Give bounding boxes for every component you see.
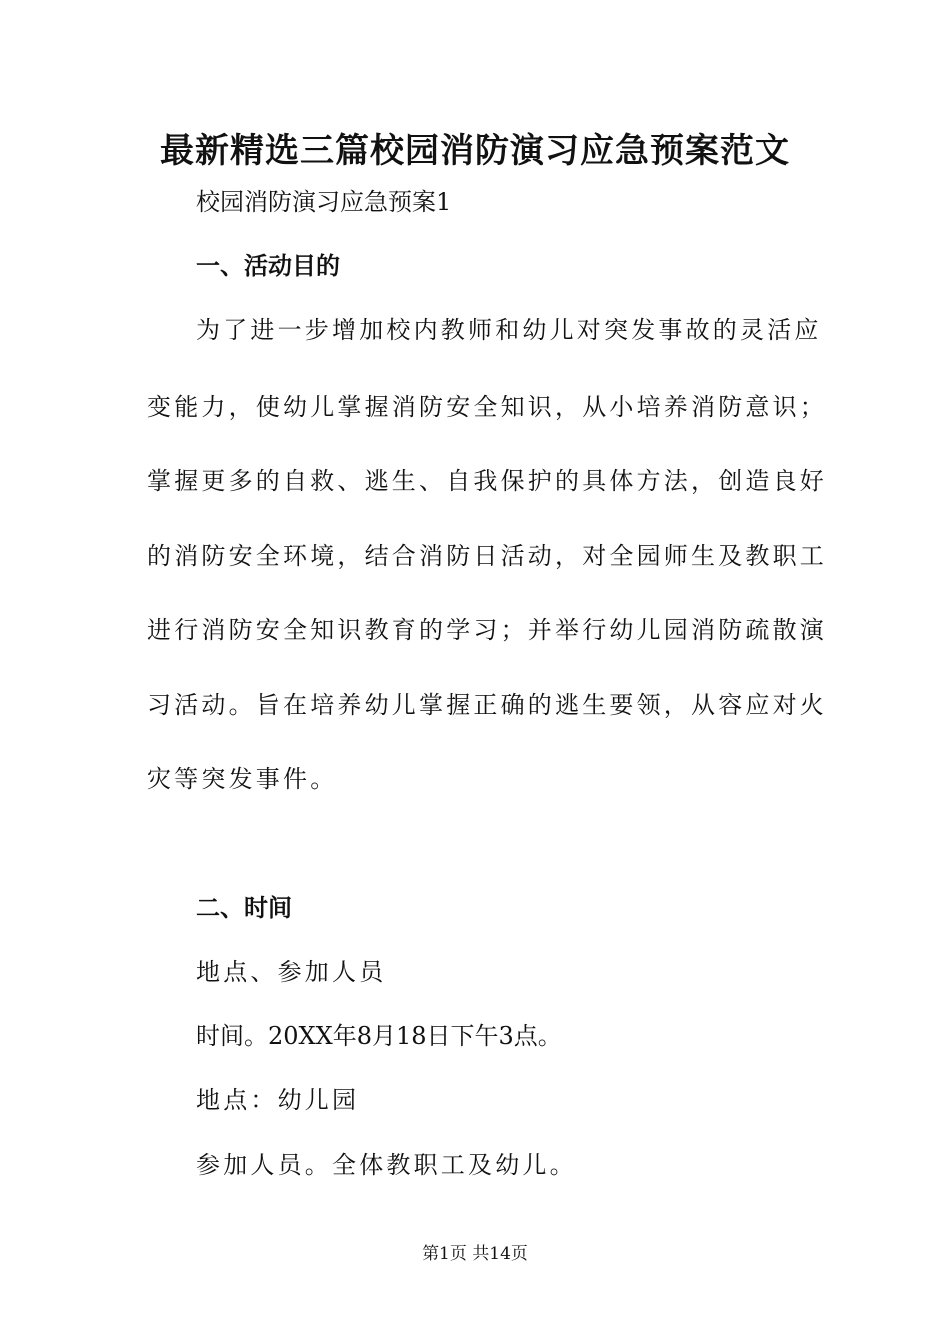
section2-item-3: 地点：幼儿园 [196,1086,360,1114]
section1-line-5: 进行消防安全知识教育的学习；并举行幼儿园消防疏散演 [147,616,827,644]
section1-line-3: 掌握更多的自救、逃生、自我保护的具体方法，创造良好 [147,467,827,495]
section1-line-7: 灾等突发事件。 [147,765,338,793]
document-title: 最新精选三篇校园消防演习应急预案范文 [160,131,790,171]
section2-item-2: 时间。20XX年8月18日下午3点。 [196,1022,562,1050]
page-number-footer: 第1页 共14页 [422,1244,528,1264]
section1-line-1: 为了进一步增加校内教师和幼儿对突发事故的灵活应 [196,316,822,344]
section2-item-1: 地点、参加人员 [196,958,387,986]
section2-heading: 二、时间 [196,894,292,922]
section1-heading: 一、活动目的 [196,252,340,280]
section1-line-4: 的消防安全环境，结合消防日活动，对全园师生及教职工 [147,542,827,570]
section1-line-2: 变能力，使幼儿掌握消防安全知识，从小培养消防意识； [147,393,827,421]
document-subtitle: 校园消防演习应急预案1 [196,188,452,216]
section2-item-4: 参加人员。全体教职工及幼儿。 [196,1151,577,1179]
section1-line-6: 习活动。旨在培养幼儿掌握正确的逃生要领，从容应对火 [147,691,827,719]
